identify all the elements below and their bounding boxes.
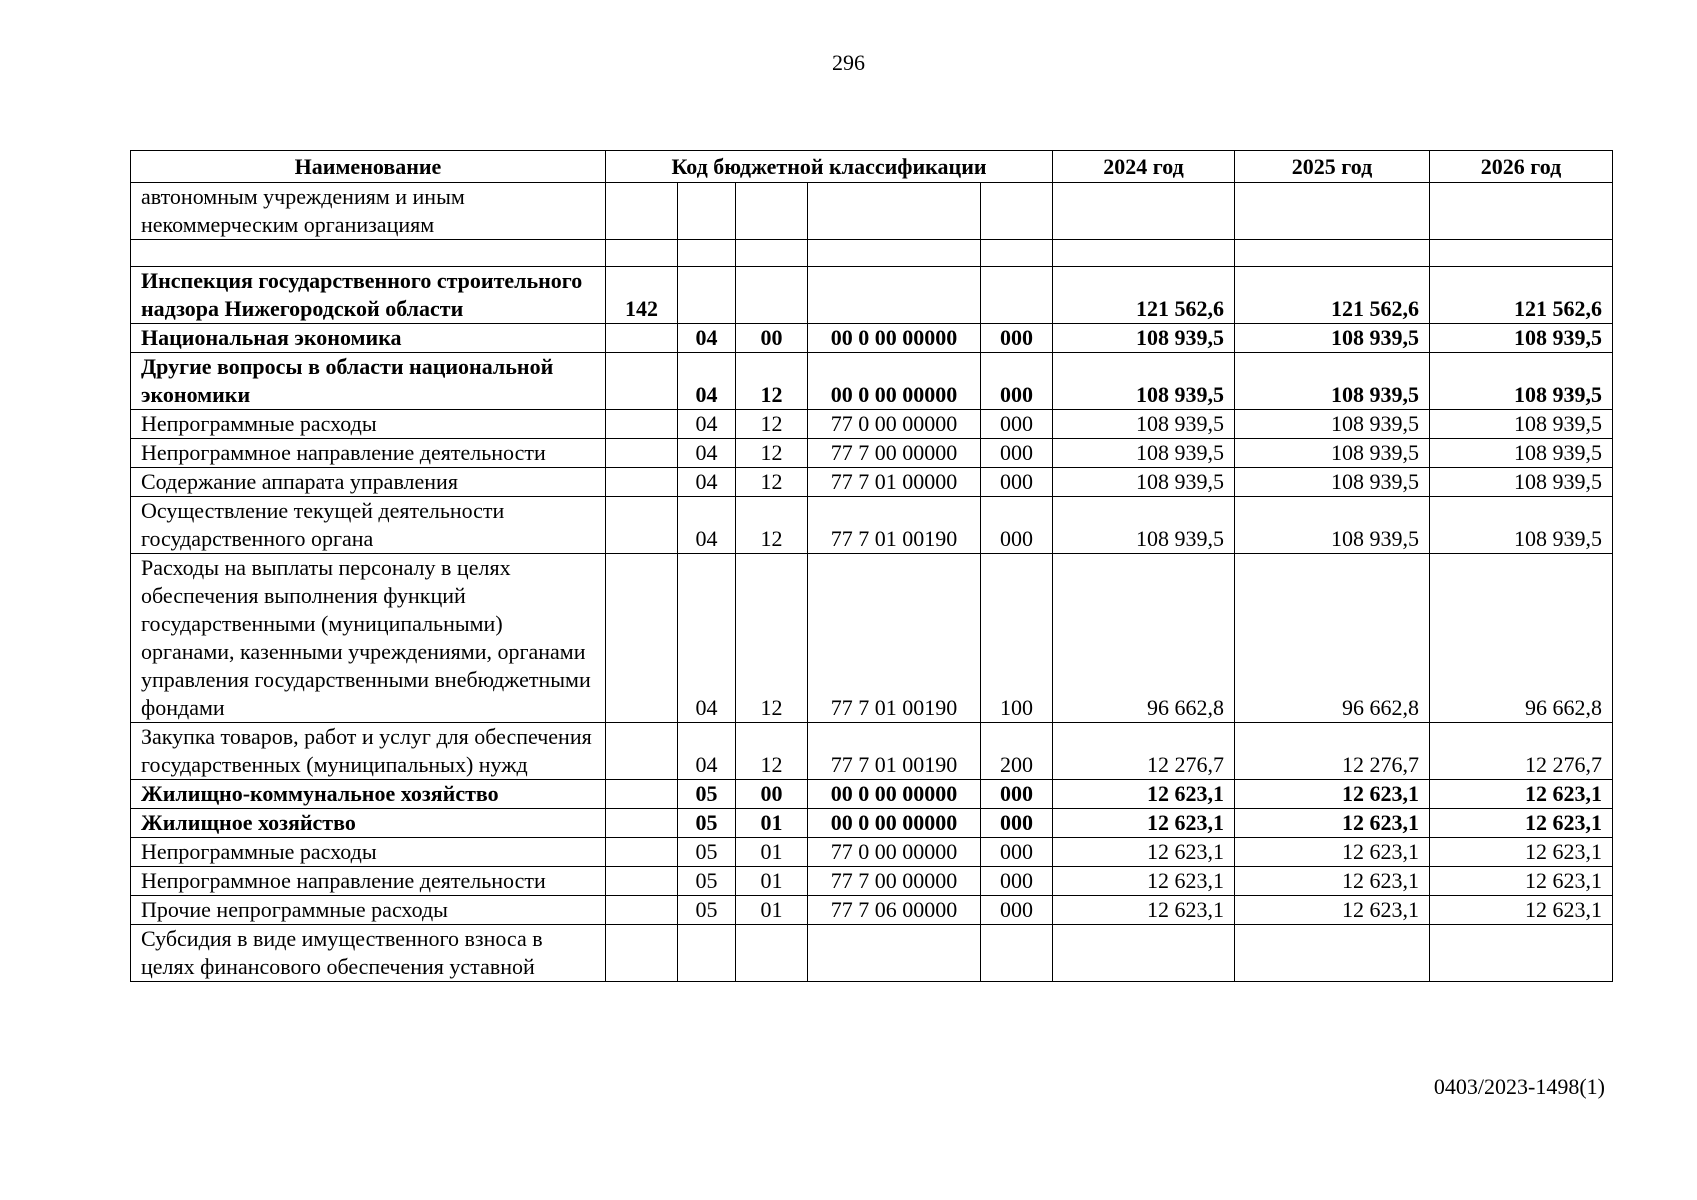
cell-value-2024: 108 939,5: [1053, 353, 1235, 410]
cell-value-2026: 108 939,5: [1430, 410, 1613, 439]
cell-value-2025: 12 623,1: [1235, 809, 1430, 838]
cell-name: Непрограммное направление деятельности: [131, 867, 606, 896]
cell-admin-code: [606, 439, 678, 468]
cell-admin-code: [606, 723, 678, 780]
header-2024: 2024 год: [1053, 151, 1235, 183]
cell-value-2024: 108 939,5: [1053, 439, 1235, 468]
cell-target-item: 77 7 00 00000: [808, 867, 981, 896]
cell-name: Осуществление текущей деятельности государственного органа: [131, 497, 606, 554]
cell-value-2025: [1235, 240, 1430, 267]
table-row: [131, 896, 1613, 925]
cell-target-item: 77 7 01 00190: [808, 497, 981, 554]
cell-section: 04: [678, 554, 736, 723]
cell-target-item: 00 0 00 00000: [808, 809, 981, 838]
cell-expense-type: 000: [981, 867, 1053, 896]
cell-section: 05: [678, 809, 736, 838]
cell-value-2025: 108 939,5: [1235, 324, 1430, 353]
cell-section: 04: [678, 410, 736, 439]
cell-value-2025: [1235, 925, 1430, 982]
cell-name: Содержание аппарата управления: [131, 468, 606, 497]
cell-name: Другие вопросы в области национальной экономики: [131, 353, 606, 410]
cell-value-2024: [1053, 925, 1235, 982]
cell-expense-type: [981, 240, 1053, 267]
cell-name: Жилищное хозяйство: [131, 809, 606, 838]
cell-expense-type: 200: [981, 723, 1053, 780]
header-name: Наименование: [131, 151, 606, 183]
cell-target-item: 77 7 06 00000: [808, 896, 981, 925]
cell-subsection: [736, 925, 808, 982]
table-row: [131, 497, 1613, 554]
cell-admin-code: [606, 240, 678, 267]
cell-section: [678, 240, 736, 267]
cell-expense-type: [981, 267, 1053, 324]
cell-name: Субсидия в виде имущественного взноса в целях финансового обеспечения уставной: [131, 925, 606, 982]
cell-target-item: 00 0 00 00000: [808, 324, 981, 353]
cell-subsection: 01: [736, 809, 808, 838]
cell-value-2024: 108 939,5: [1053, 324, 1235, 353]
cell-section: 04: [678, 723, 736, 780]
cell-value-2026: 108 939,5: [1430, 497, 1613, 554]
cell-subsection: [736, 267, 808, 324]
cell-target-item: 77 0 00 00000: [808, 838, 981, 867]
cell-value-2026: 12 623,1: [1430, 896, 1613, 925]
cell-value-2026: 12 623,1: [1430, 838, 1613, 867]
cell-target-item: [808, 925, 981, 982]
cell-admin-code: [606, 183, 678, 240]
cell-value-2026: 12 276,7: [1430, 723, 1613, 780]
cell-name: Непрограммные расходы: [131, 410, 606, 439]
cell-target-item: 77 7 01 00190: [808, 723, 981, 780]
cell-value-2025: 108 939,5: [1235, 468, 1430, 497]
cell-expense-type: [981, 183, 1053, 240]
header-2025: 2025 год: [1235, 151, 1430, 183]
cell-name: Инспекция государственного строительного надзора Нижегородской области: [131, 267, 606, 324]
table-row: [131, 410, 1613, 439]
cell-value-2026: 108 939,5: [1430, 439, 1613, 468]
table-row: [131, 183, 1613, 240]
cell-value-2026: [1430, 925, 1613, 982]
cell-value-2026: 12 623,1: [1430, 780, 1613, 809]
cell-value-2026: [1430, 183, 1613, 240]
table-row: [131, 240, 1613, 267]
cell-expense-type: 100: [981, 554, 1053, 723]
cell-value-2024: 108 939,5: [1053, 410, 1235, 439]
cell-target-item: [808, 240, 981, 267]
cell-target-item: 00 0 00 00000: [808, 353, 981, 410]
table-body: [131, 183, 1613, 982]
cell-name: Непрограммные расходы: [131, 838, 606, 867]
cell-value-2026: 121 562,6: [1430, 267, 1613, 324]
cell-value-2024: 12 623,1: [1053, 867, 1235, 896]
cell-value-2025: 108 939,5: [1235, 410, 1430, 439]
cell-target-item: 00 0 00 00000: [808, 780, 981, 809]
cell-subsection: [736, 240, 808, 267]
cell-admin-code: [606, 468, 678, 497]
cell-value-2024: 121 562,6: [1053, 267, 1235, 324]
cell-value-2025: 108 939,5: [1235, 353, 1430, 410]
cell-value-2026: 12 623,1: [1430, 809, 1613, 838]
page-number: 296: [832, 50, 865, 75]
cell-name: Жилищно-коммунальное хозяйство: [131, 780, 606, 809]
document-code: 0403/2023-1498(1): [1433, 1074, 1605, 1099]
cell-value-2024: 96 662,8: [1053, 554, 1235, 723]
cell-value-2026: 96 662,8: [1430, 554, 1613, 723]
cell-value-2025: [1235, 183, 1430, 240]
cell-admin-code: 142: [606, 267, 678, 324]
cell-target-item: [808, 183, 981, 240]
cell-expense-type: 000: [981, 838, 1053, 867]
cell-admin-code: [606, 780, 678, 809]
cell-subsection: 12: [736, 353, 808, 410]
header-2026: 2026 год: [1430, 151, 1613, 183]
cell-admin-code: [606, 353, 678, 410]
cell-section: 04: [678, 353, 736, 410]
cell-target-item: 77 0 00 00000: [808, 410, 981, 439]
cell-value-2024: 12 623,1: [1053, 838, 1235, 867]
cell-name: Прочие непрограммные расходы: [131, 896, 606, 925]
cell-value-2024: 12 276,7: [1053, 723, 1235, 780]
table-row: [131, 925, 1613, 982]
cell-subsection: 12: [736, 468, 808, 497]
cell-expense-type: 000: [981, 497, 1053, 554]
cell-section: 04: [678, 324, 736, 353]
cell-expense-type: 000: [981, 439, 1053, 468]
cell-section: 05: [678, 867, 736, 896]
cell-value-2024: 108 939,5: [1053, 468, 1235, 497]
cell-section: 04: [678, 439, 736, 468]
cell-value-2024: 12 623,1: [1053, 780, 1235, 809]
cell-name: автономным учреждениям и иным некоммерческим организациям: [131, 183, 606, 240]
cell-value-2025: 12 623,1: [1235, 838, 1430, 867]
cell-name: Национальная экономика: [131, 324, 606, 353]
cell-value-2025: 12 623,1: [1235, 867, 1430, 896]
cell-section: 05: [678, 896, 736, 925]
table-header-row: [131, 151, 1613, 183]
cell-subsection: 12: [736, 554, 808, 723]
cell-subsection: 00: [736, 324, 808, 353]
cell-expense-type: 000: [981, 780, 1053, 809]
cell-value-2025: 12 623,1: [1235, 896, 1430, 925]
cell-section: 05: [678, 838, 736, 867]
cell-section: [678, 925, 736, 982]
cell-subsection: 01: [736, 838, 808, 867]
cell-section: 04: [678, 497, 736, 554]
cell-value-2026: 108 939,5: [1430, 353, 1613, 410]
table-row: [131, 324, 1613, 353]
cell-subsection: 01: [736, 896, 808, 925]
table-row: [131, 267, 1613, 324]
cell-value-2025: 12 623,1: [1235, 780, 1430, 809]
cell-target-item: 77 7 00 00000: [808, 439, 981, 468]
cell-subsection: 01: [736, 867, 808, 896]
cell-value-2026: [1430, 240, 1613, 267]
cell-value-2024: [1053, 183, 1235, 240]
cell-name: [131, 240, 606, 267]
cell-section: [678, 183, 736, 240]
cell-value-2025: 12 276,7: [1235, 723, 1430, 780]
cell-expense-type: 000: [981, 809, 1053, 838]
cell-name: Непрограммное направление деятельности: [131, 439, 606, 468]
table-row: [131, 867, 1613, 896]
table-row: [131, 439, 1613, 468]
cell-subsection: 00: [736, 780, 808, 809]
cell-target-item: 77 7 01 00000: [808, 468, 981, 497]
cell-admin-code: [606, 554, 678, 723]
cell-subsection: 12: [736, 410, 808, 439]
cell-admin-code: [606, 324, 678, 353]
cell-expense-type: 000: [981, 353, 1053, 410]
table-row: [131, 780, 1613, 809]
cell-admin-code: [606, 896, 678, 925]
table-row: [131, 554, 1613, 723]
cell-expense-type: 000: [981, 896, 1053, 925]
cell-value-2026: 12 623,1: [1430, 867, 1613, 896]
cell-value-2024: 12 623,1: [1053, 809, 1235, 838]
budget-table: [130, 150, 1613, 982]
cell-section: 04: [678, 468, 736, 497]
cell-value-2025: 108 939,5: [1235, 439, 1430, 468]
cell-value-2025: 108 939,5: [1235, 497, 1430, 554]
cell-expense-type: 000: [981, 468, 1053, 497]
cell-admin-code: [606, 867, 678, 896]
cell-subsection: 12: [736, 723, 808, 780]
table-row: [131, 809, 1613, 838]
cell-expense-type: [981, 925, 1053, 982]
cell-subsection: 12: [736, 439, 808, 468]
header-code: Код бюджетной классификации: [606, 151, 1053, 183]
table-row: [131, 468, 1613, 497]
cell-value-2026: 108 939,5: [1430, 324, 1613, 353]
table-row: [131, 723, 1613, 780]
cell-admin-code: [606, 925, 678, 982]
cell-value-2024: 12 623,1: [1053, 896, 1235, 925]
cell-value-2024: [1053, 240, 1235, 267]
cell-section: 05: [678, 780, 736, 809]
cell-value-2025: 121 562,6: [1235, 267, 1430, 324]
cell-admin-code: [606, 809, 678, 838]
cell-value-2025: 96 662,8: [1235, 554, 1430, 723]
table-row: [131, 353, 1613, 410]
cell-name: Закупка товаров, работ и услуг для обеспечения государственных (муниципальных) нужд: [131, 723, 606, 780]
table-row: [131, 838, 1613, 867]
cell-admin-code: [606, 497, 678, 554]
cell-name: Расходы на выплаты персоналу в целях обеспечения выполнения функций государственными (муниципальными) органами, казенными учреждениями, органами управления государственными внебюджетными фондами: [131, 554, 606, 723]
cell-admin-code: [606, 410, 678, 439]
cell-target-item: 77 7 01 00190: [808, 554, 981, 723]
cell-subsection: 12: [736, 497, 808, 554]
cell-admin-code: [606, 838, 678, 867]
cell-target-item: [808, 267, 981, 324]
cell-expense-type: 000: [981, 410, 1053, 439]
cell-section: [678, 267, 736, 324]
cell-expense-type: 000: [981, 324, 1053, 353]
cell-value-2026: 108 939,5: [1430, 468, 1613, 497]
cell-subsection: [736, 183, 808, 240]
cell-value-2024: 108 939,5: [1053, 497, 1235, 554]
